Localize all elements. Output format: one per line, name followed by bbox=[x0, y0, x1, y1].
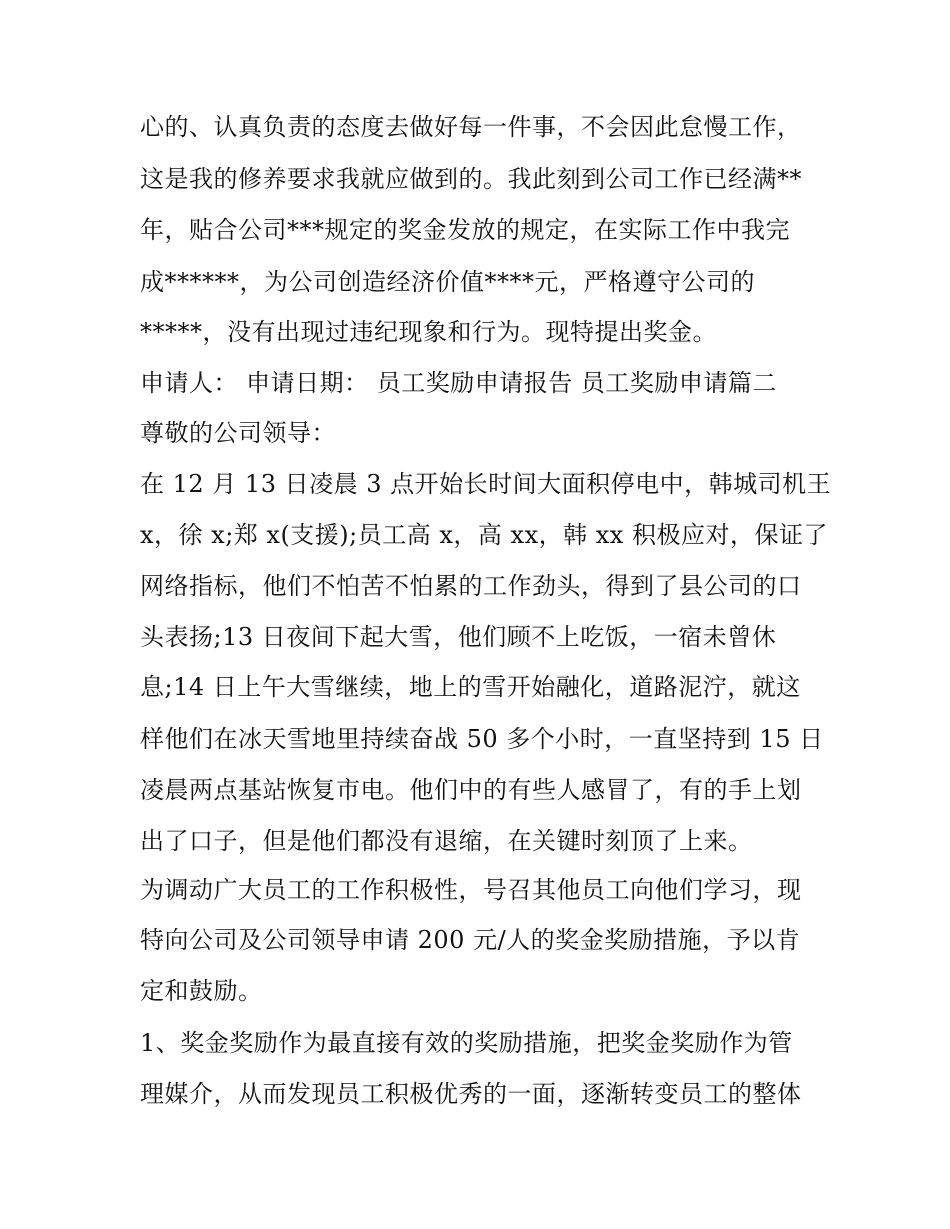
text-line: 申请人： 申请日期： 员工奖励申请报告 员工奖励申请篇二 bbox=[140, 369, 777, 397]
text-line: 年，贴合公司***规定的奖金发放的规定，在实际工作中我完 bbox=[140, 216, 790, 244]
text-line: 头表扬;13 日夜间下起大雪，他们顾不上吃饭，一宿未曾休 bbox=[140, 623, 777, 651]
text-line: 凌晨两点基站恢复市电。他们中的有些人感冒了，有的手上划 bbox=[140, 776, 802, 804]
text-line: 在 12 月 13 日凌晨 3 点开始长时间大面积停电中，韩城司机王 bbox=[140, 470, 832, 498]
text-line: 1、奖金奖励作为最直接有效的奖励措施，把奖金奖励作为管 bbox=[140, 1029, 793, 1057]
text-line: 这是我的修养要求我就应做到的。我此刻到公司工作已经满** bbox=[140, 165, 802, 193]
text-line: x，徐 x;郑 x(支援);员工高 x，高 xx，韩 xx 积极应对，保证了 bbox=[140, 521, 828, 549]
text-line: 理媒介，从而发现员工积极优秀的一面，逐渐转变员工的整体 bbox=[140, 1080, 802, 1108]
text-line: 尊敬的公司领导： bbox=[140, 419, 336, 447]
text-line: 特向公司及公司领导申请 200 元/人的奖金奖励措施，予以肯 bbox=[140, 926, 801, 954]
text-line: 成******，为公司创造经济价值****元，严格遵守公司的 bbox=[140, 268, 755, 296]
text-line: *****，没有出现过违纪现象和行为。现特提出奖金。 bbox=[140, 318, 717, 346]
text-line: 息;14 日上午大雪继续，地上的雪开始融化，道路泥泞，就这 bbox=[140, 673, 801, 701]
text-line: 出了口子，但是他们都没有退缩，在关键时刻顶了上来。 bbox=[140, 827, 753, 855]
text-line: 网络指标，他们不怕苦不怕累的工作劲头，得到了县公司的口 bbox=[140, 572, 802, 600]
text-line: 样他们在冰天雪地里持续奋战 50 多个小时，一直坚持到 15 日 bbox=[140, 725, 824, 753]
text-line: 定和鼓励。 bbox=[140, 977, 263, 1005]
text-line: 为调动广大员工的工作积极性，号召其他员工向他们学习，现 bbox=[140, 876, 802, 904]
text-line: 心的、认真负责的态度去做好每一件事，不会因此怠慢工作， bbox=[140, 113, 802, 141]
